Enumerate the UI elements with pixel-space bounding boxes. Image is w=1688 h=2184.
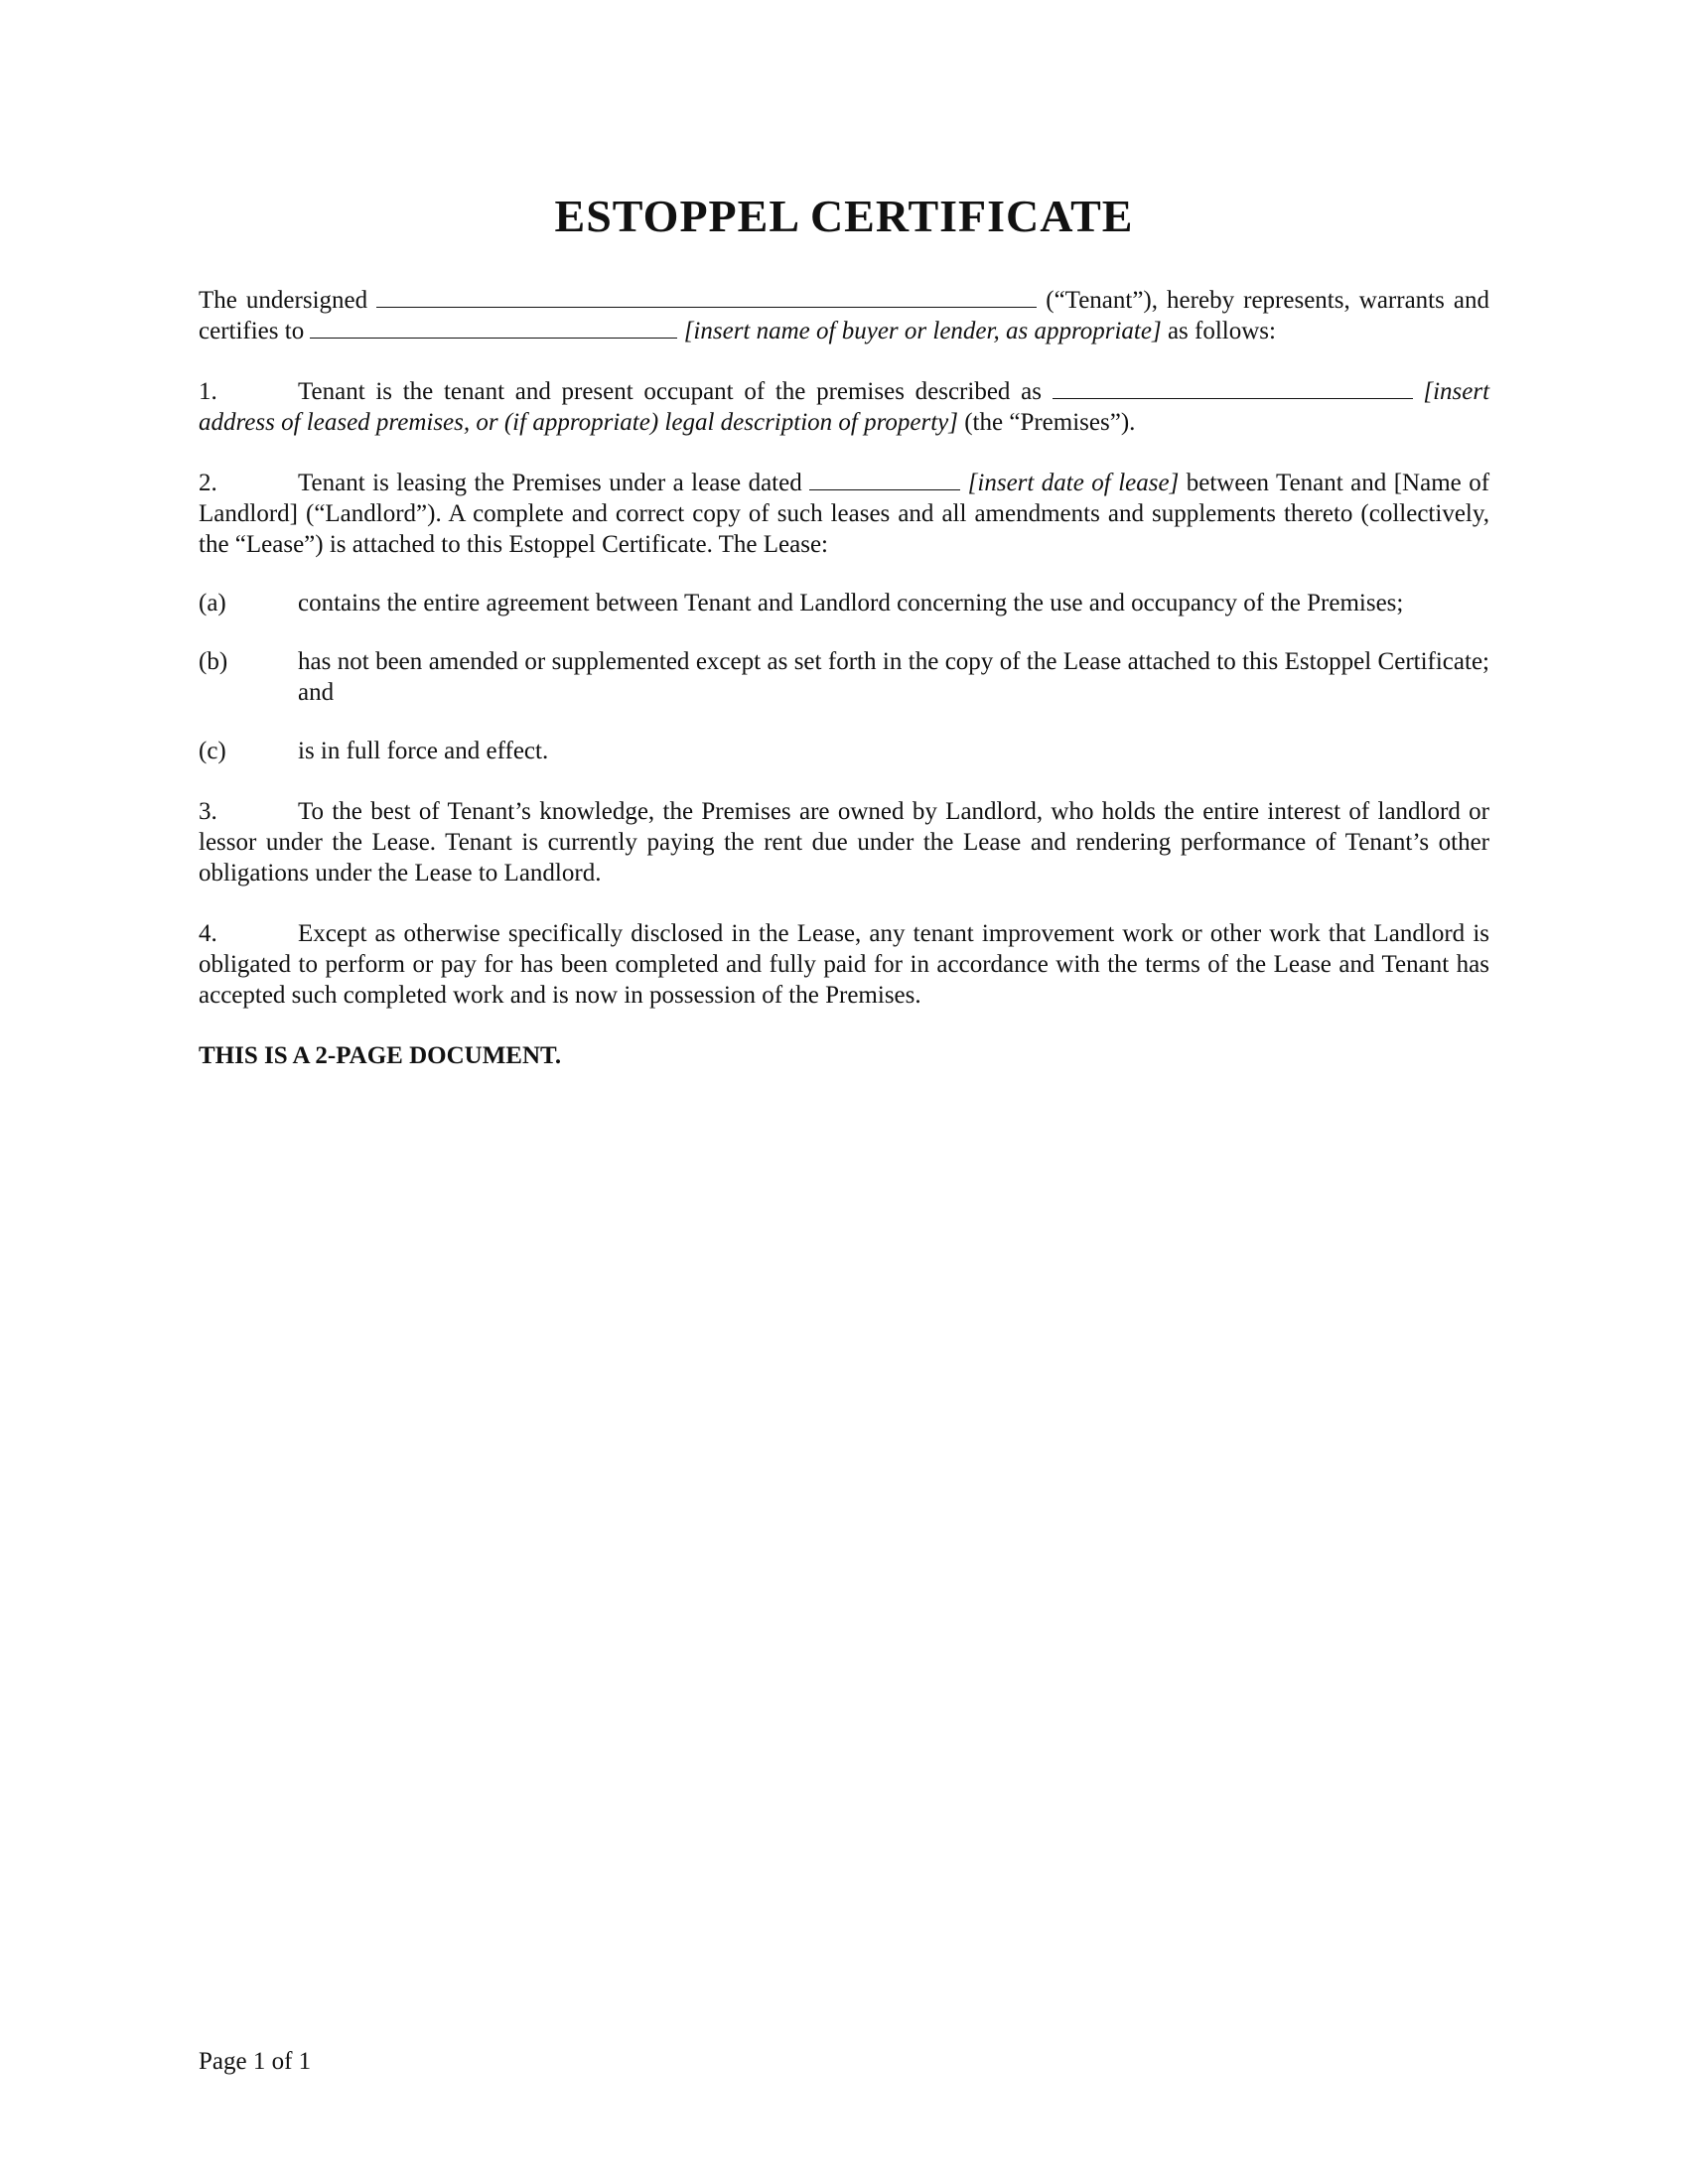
subitem-c-text: is in full force and effect. — [298, 738, 549, 764]
document-title: ESTOPPEL CERTIFICATE — [554, 191, 1134, 241]
intro-insert-note: [insert name of buyer or lender, as appropriate] — [683, 318, 1162, 344]
subitem-b-label: (b) — [199, 648, 228, 675]
intro-text-3: as follows: — [1167, 318, 1276, 344]
intro-text-1: The undersigned — [199, 287, 368, 314]
paragraph-2-text-2: between Tenant and [Name of Landlord] (“Landlord”). A complete and correct copy of such leases and all amendments and supplements thereto (collectively, the “Lease”) is attached to this Estoppel Certificate. The Lease: — [199, 470, 1490, 558]
paragraph-1-insert-note: [insert address of leased premises, or (if appropriate) legal description of property] — [199, 378, 1490, 436]
paragraph-2-number: 2. — [199, 470, 217, 496]
paragraph-4-number: 4. — [199, 920, 217, 947]
document-body — [199, 189, 1489, 1071]
tenant-name-blank — [376, 285, 1037, 308]
paragraph-1-text-1: Tenant is the tenant and present occupant of the premises described as — [298, 378, 1042, 405]
paragraph-4 — [199, 918, 1489, 1011]
paragraph-4-text: Except as otherwise specifically disclosed in the Lease, any tenant improvement work or other work that Landlord is obligated to perform or pay for has been completed and fully paid for in accordance with the terms of the Lease and Tenant has accepted such completed work and is now in possession of the Premises. — [199, 920, 1489, 1009]
paragraph-2-insert-note: [insert date of lease] — [967, 470, 1180, 496]
buyer-lender-blank — [310, 316, 677, 339]
subitem-a-label: (a) — [199, 590, 226, 616]
paragraph-1-number: 1. — [199, 378, 217, 405]
premises-address-blank — [1053, 376, 1413, 399]
subitem-c — [199, 736, 1489, 766]
intro-text-2: (“Tenant”), hereby represents, warrants and certifies to — [199, 287, 1490, 344]
subitem-b-text: has not been amended or supplemented except as set forth in the copy of the Lease attached to this Estoppel Certificate; and — [298, 648, 1489, 706]
intro-paragraph — [199, 285, 1489, 346]
paragraph-1-text-2: (the “Premises”). — [964, 409, 1136, 436]
paragraph-3 — [199, 796, 1489, 888]
paragraph-2-text-1: Tenant is leasing the Premises under a lease dated — [298, 470, 802, 496]
subitem-b — [199, 646, 1489, 708]
paragraph-3-text: To the best of Tenant’s knowledge, the Premises are owned by Landlord, who holds the entire interest of landlord or lessor under the Lease. Tenant is currently paying the rent due under the Lease and rendering performance of Tenant’s other obligations under the Lease to Landlord. — [199, 798, 1489, 887]
subitem-a — [199, 588, 1489, 618]
subitem-c-label: (c) — [199, 738, 226, 764]
page-number-footer: Page 1 of 1 — [199, 2048, 312, 2075]
paragraph-1 — [199, 376, 1489, 438]
paragraph-2 — [199, 468, 1489, 560]
paragraph-3-number: 3. — [199, 798, 217, 825]
subitem-a-text: contains the entire agreement between Tenant and Landlord concerning the use and occupancy of the Premises; — [298, 590, 1404, 616]
lease-date-blank — [809, 468, 960, 490]
document-length-note: THIS IS A 2-PAGE DOCUMENT. — [199, 1042, 562, 1069]
